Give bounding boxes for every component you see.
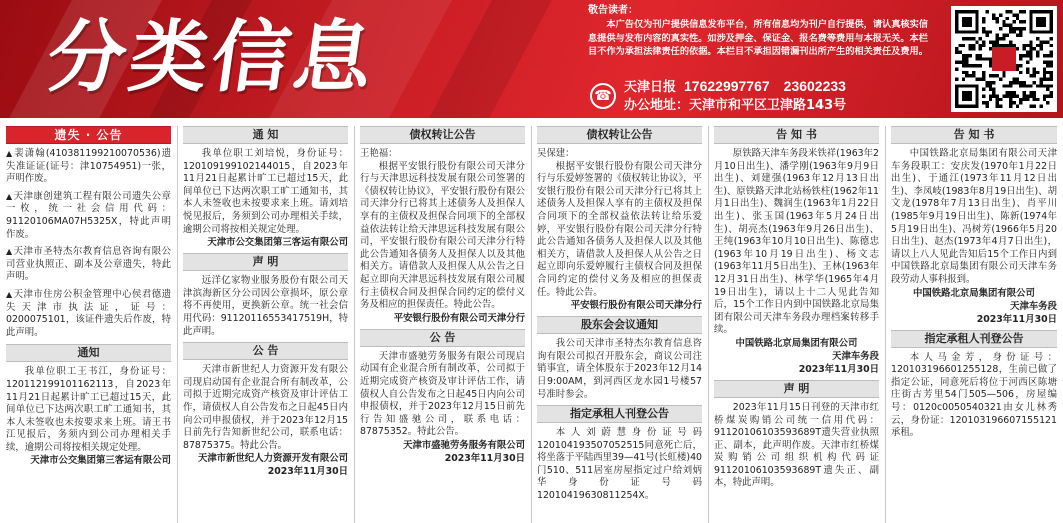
lessee-notice-body: 本人刘蔚慧身份证号码120104193507052515同意死亡后，将坐落于平陆西里39—41号(长虹楼)40门510、511居室房屋指定过户给刘炳华身份证号码12010419630811254X。 — [537, 427, 702, 502]
address-value: 天津市和平区卫津路143号 — [689, 98, 847, 113]
lessee-notice-heading: 指定承租人刊登公告 — [891, 330, 1057, 348]
statement-body: 远洋亿家物业服务股份有限公司天津滨海新区分公司因公章损坏，原公章将不再使用，更换新公章。统一社会信用代码：91120116553417519H，特此声明。 — [183, 275, 348, 337]
debt-transfer-body: 根据平安银行股份有限公司天津分行与天津思远科技发展有限公司签署的《债权转让协议》，平安银行股份有限公司天津分行已将其上述债务人及担保人享有的主债权及担保合同项下的全部权益依法转让给天津思远科技发展有限公司，平安银行股份有限公司天津分行特此公告通知各债务人及担保人以及其他相关方。请借款人及担保人从公告之日起立即向天津思远科技发展有限公司履行主债权合同及担保合同约定的偿付义务及相应的担保责任。特此公告。 — [360, 160, 525, 311]
notification-body: 中国铁路北京局集团有限公司天津车务段职工：安庆发(1970年1月22日出生)、于通江(1973年11月12日出生)、李凤岐(1983年8月19日出生)、胡文龙(1978年7月13日出生)、肖平川(1985年9月19日出生)、陈新(1974年5月19日出生)、冯树芳(1966年5月20日出生)、赵杰(1973年4月7日出生)，请以上八人见此告知后15个工作日内到中国铁路北京局集团有限公司天津车务段劳动人事科报到。 — [891, 148, 1057, 285]
announcement-date: 2023年11月30日 — [267, 466, 348, 478]
phone-icon: ☎ — [590, 83, 616, 109]
notification-signature-unit: 天津车务段 — [832, 350, 879, 362]
reader-notice-heading: 敬告读者： — [588, 5, 638, 16]
announcement-heading: 公 告 — [360, 329, 525, 347]
notice-body: 我单位职工王书江，身份证号：120112199101162113，自2023年11月21日起累计旷工已超过15天，此间单位已下达两次职工旷工通知书，其本人未签收也未按要求来上班。请王书江见报后，务须内到公司办理相关手续，逾期公司将按相关规定处理。 — [6, 366, 171, 453]
notification-heading: 告 知 书 — [891, 126, 1057, 144]
notification-signature: 中国铁路北京局集团有限公司 — [735, 337, 858, 349]
notification-date: 2023年11月30日 — [798, 363, 879, 375]
lessee-notice-heading: 指定承租人刊登公告 — [537, 405, 702, 423]
column-lost-notices — [6, 126, 171, 523]
notice-heading: 通知 — [6, 344, 171, 362]
address-label: 办公地址： — [624, 98, 690, 113]
reader-notice-body: 本广告仅为刊户提供信息发布平台，所有信息均为刊户自行提供，请认真核实信息提供与发布内容的真实性。如涉及押金、保证金、报名费等费用与本报无关。本栏目不作为承担法律责任的依据。本栏目不承担因错漏刊出所产生的相关责任及费用。 — [588, 19, 928, 58]
announcement-signature: 天津市盛驰劳务服务有限公司 — [403, 439, 525, 451]
statement-body: 2023年11月15日刊登的天津市红桥煤炭购销公司统一信用代码：91120106103593689T遗失营业执照正、副本，此声明作废。天津市红桥煤炭购销公司组织机构代码证91120106103593689T遗失正、副本，特此声明。 — [714, 401, 879, 489]
debt-transfer-heading: 债权转让公告 — [360, 126, 525, 144]
notification-date: 2023年11月30日 — [976, 313, 1057, 325]
announcement-signature: 天津市新世纪人力资源开发有限公司 — [197, 453, 348, 465]
classified-header — [0, 0, 1063, 118]
column-divider — [531, 126, 532, 523]
contact-info — [590, 78, 846, 114]
lost-item: ▲天津市住房公积金管理中心侯君德遗失天津市执法证，证号：0200075101，该证件遗失后作废，特此声明。 — [6, 288, 171, 338]
column-divider — [885, 126, 886, 523]
notice-signature: 天津市公交集团第三客运有限公司 — [207, 237, 348, 249]
header-streak — [423, 0, 557, 118]
notification-body: 原铁路天津车务段米铁祥(1963年2月10日出生)、潘学刚(1963年9月9日出生)、刘建强(1963年12月13日出生)、原铁路天津北站杨铁柱(1962年11月1日出生)、魏润生(1963年1月22日出生)、张玉国(1963年5月24日出生)、胡亮杰(1963年9月26日出生)、王纯(1963年10月10日出生)、陈德忠(1963年10月19日出生)、杨文志(1963年11月5日出生)、王林(1963年12月31日出生)、林学华(1965年4月19日出生)，请以上十二人见此告知后，15个工作日内到中国铁路北京局集团有限公司天津车务段办理档案转移手续。 — [714, 148, 879, 336]
lost-item: ▲天津市圣特杰尔教育信息咨询有限公司营业执照正、副本及公章遗失，特此声明。 — [6, 246, 171, 283]
debt-transfer-signature: 平安银行股份有限公司天津分行 — [393, 312, 525, 324]
notice-heading: 通 知 — [183, 126, 348, 144]
shareholder-meeting-heading: 股东会会议通知 — [537, 316, 702, 334]
column-debt-transfer-1 — [360, 126, 525, 523]
section-title: 分类信息 — [41, 13, 383, 103]
announcement-heading: 公 告 — [183, 342, 348, 360]
debt-transfer-signature: 平安银行股份有限公司天津分行 — [570, 300, 702, 312]
statement-heading: 声 明 — [183, 253, 348, 271]
notice-signature: 天津市公交集团第三客运有限公司 — [30, 455, 171, 467]
statement-heading: 声 明 — [714, 380, 879, 398]
lost-item: ▲天津康创建筑工程有限公司遗失公章一枚，统一社会信用代码：91120106MA07H5325X，特此声明作废。 — [6, 190, 171, 240]
column-debt-transfer-2 — [537, 126, 702, 523]
notification-heading: 告 知 书 — [714, 126, 879, 144]
column-divider — [708, 126, 709, 523]
phone-label: 天津日报 — [624, 80, 677, 95]
column-notification-2 — [891, 126, 1057, 523]
debt-transfer-heading: 债权转让公告 — [537, 126, 702, 144]
shareholder-meeting-body: 我公司天津市圣特杰尔教育信息咨询有限公司拟召开股东会，商议公司注销事宜，请全体股东于2023年12月14日9:00AM，到河西区龙水园1号楼57号准时参会。 — [537, 338, 702, 400]
notification-signature: 中国铁路北京局集团有限公司 — [913, 287, 1035, 299]
debt-transfer-body: 根据平安银行股份有限公司天津分行与乐爱婷签署的《债权转让协议》，平安银行股份有限公司天津分行已将其上述债务人及担保人享有的主债权及担保合同项下的全部权益依法转让给乐爱婷，平安银行股份有限公司天津分行特此公告通知各债务人及担保人以及其他相关方，请借款人及担保人从公告之日起立即向乐爱婷履行主债权合同及担保合同约定的偿付义务及相应的担保责任。特此公告。 — [537, 160, 702, 298]
phone-numbers: 17622997767 23602233 — [684, 78, 846, 94]
lost-notices-heading: 遗失 · 公告 — [6, 126, 171, 144]
column-divider — [177, 126, 178, 523]
column-notification-1 — [714, 126, 879, 523]
announcement-body: 天津市盛驰劳务服务有限公司现启动国有企业混合所有制改革，公司拟于近期完成资产核资及审计评估工作，请债权人自公告发布之日起45日内向公司申报债权，并于2023年12月15日前先行告知盛驰公司，联系电话：87875352。特此公告。 — [360, 350, 525, 438]
qr-code-image — [951, 6, 1057, 112]
column-notices-2 — [183, 126, 348, 523]
column-divider — [354, 126, 355, 523]
addressee: 吴保建： — [537, 148, 575, 159]
addressee: 王艳福： — [360, 148, 398, 159]
lost-item: ▲裴潇翰(410381199210070536)遗失准证证(证号：津10754951)一张，声明作废。 — [6, 148, 171, 185]
lessee-notice-body: 本人马金芳，身份证号：120103196601255128，生前已做了指定公证，同意死后将位于河西区陈塘庄街古芳里54门505—506，房屋编号：0120c0050540321由女儿林秀云，身份证：120103196607155121承租。 — [891, 351, 1057, 439]
announcement-date: 2023年11月30日 — [444, 452, 525, 464]
notice-body: 我单位职工刘培悦，身份证号：120109199102144015，自2023年11月21日起累计旷工已超过15天，此间单位已下达两次职工旷工通知书，其本人未签收也未按要求来上班。请刘培悦见报后，务须到公司办理相关手续，逾期公司将按相关规定处理。 — [183, 148, 348, 235]
announcement-body: 天津市新世纪人力资源开发有限公司现启动国有企业混合所有制改革，公司拟于近期完成资产核资及审计评估工作，请债权人自公告发布之日起45日内向公司申报债权，并于2023年12月15日前先行告知新世纪公司，联系电话：87875375。特此公告。 — [183, 364, 348, 451]
notification-signature-unit: 天津车务段 — [1010, 300, 1057, 312]
reader-notice — [588, 4, 933, 59]
